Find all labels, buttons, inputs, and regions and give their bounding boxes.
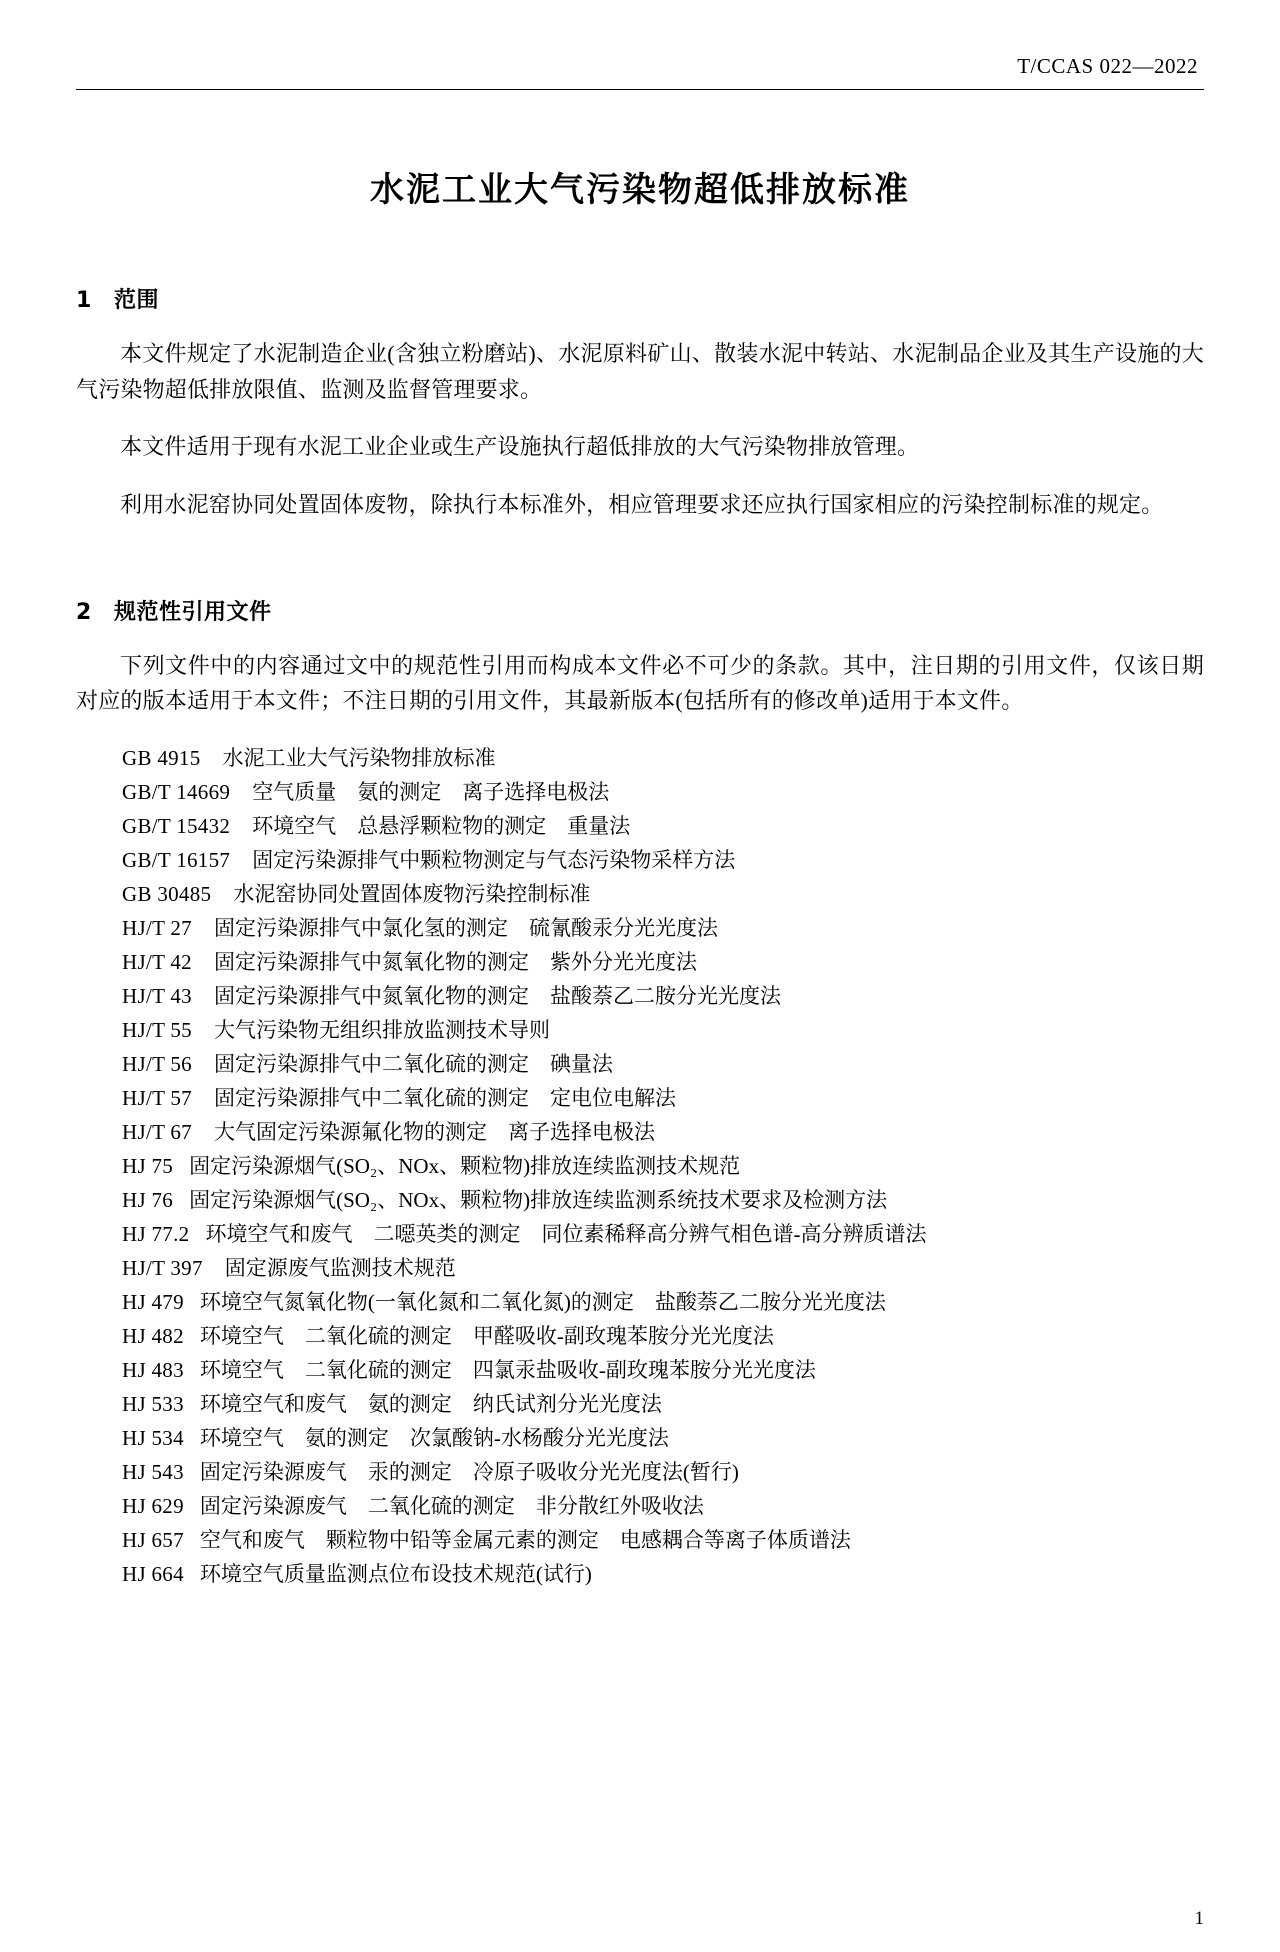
- list-item: [76, 1421, 1204, 1455]
- list-item: [76, 1183, 1204, 1217]
- list-item: [76, 1047, 1204, 1081]
- reference-code: HJ 76: [122, 1187, 174, 1212]
- reference-code: GB 30485: [122, 881, 212, 906]
- section-1-paragraph-2: 本文件适用于现有水泥工业企业或生产设施执行超低排放的大气污染物排放管理。: [120, 434, 920, 460]
- reference-code: HJ 75: [122, 1153, 174, 1178]
- reference-title: 固定污染源排气中氮氧化物的测定 盐酸萘乙二胺分光光度法: [213, 983, 781, 1008]
- reference-title: 固定污染源废气 汞的测定 冷原子吸收分光光度法(暂行): [199, 1460, 739, 1485]
- section-title-1: 范围: [114, 288, 160, 313]
- reference-title: 固定污染源排气中氮氧化物的测定 紫外分光光度法: [213, 949, 697, 974]
- reference-code: HJ 629: [122, 1494, 184, 1519]
- reference-code: HJ/T 397: [122, 1255, 203, 1280]
- list-item: [76, 1557, 1204, 1591]
- reference-code: HJ/T 27: [122, 915, 192, 940]
- section-1-paragraph-1: 本文件规定了水泥制造企业(含独立粉磨站)、水泥原料矿山、散装水泥中转站、水泥制品企业及其生产设施的大气污染物超低排放限值、监测及监督管理要求。: [76, 341, 1204, 402]
- reference-title: 大气污染物无组织排放监测技术导则: [213, 1017, 550, 1042]
- reference-title: 空气质量 氨的测定 离子选择电极法: [252, 779, 610, 804]
- list-item: [76, 843, 1204, 877]
- reference-title: 固定污染源排气中二氧化硫的测定 碘量法: [213, 1051, 613, 1076]
- page-header: [76, 54, 1204, 79]
- reference-title: 大气固定污染源氟化物的测定 离子选择电极法: [213, 1119, 655, 1144]
- list-item: [76, 1489, 1204, 1523]
- list-item: [76, 809, 1204, 843]
- section-heading-2: [76, 595, 1204, 626]
- list-item: [76, 1149, 1204, 1183]
- reference-code: HJ 482: [122, 1324, 184, 1349]
- list-item: [76, 1523, 1204, 1557]
- section-number-1: 1: [76, 288, 92, 313]
- section-1-paragraph-3: 利用水泥窑协同处置固体废物，除执行本标准外，相应管理要求还应执行国家相应的污染控制标准的规定。: [120, 491, 1164, 517]
- reference-title: 环境空气 二氧化硫的测定 甲醛吸收-副玫瑰苯胺分光光度法: [199, 1324, 774, 1349]
- reference-code: HJ 664: [122, 1562, 184, 1587]
- reference-title: 水泥工业大气污染物排放标准: [222, 745, 496, 770]
- reference-code: HJ 533: [122, 1392, 184, 1417]
- list-item: [76, 741, 1204, 775]
- section-title-2: 规范性引用文件: [114, 599, 272, 625]
- list-item: [76, 1285, 1204, 1319]
- list-item: [76, 1115, 1204, 1149]
- list-item: [76, 1387, 1204, 1421]
- reference-title: 固定污染源排气中颗粒物测定与气态污染物采样方法: [252, 847, 736, 872]
- header-divider: [76, 89, 1204, 90]
- reference-code: HJ/T 55: [122, 1017, 192, 1042]
- list-item: [76, 1013, 1204, 1047]
- reference-title: 固定污染源排气中氯化氢的测定 硫氰酸汞分光光度法: [213, 915, 718, 940]
- list-item: [76, 1353, 1204, 1387]
- page-number: 1: [1194, 1908, 1204, 1929]
- reference-code: HJ/T 57: [122, 1085, 192, 1110]
- reference-code: HJ/T 67: [122, 1119, 192, 1144]
- reference-code: HJ 77.2: [122, 1221, 190, 1246]
- list-item: [76, 1251, 1204, 1285]
- reference-title: 环境空气和废气 氨的测定 纳氏试剂分光光度法: [199, 1392, 662, 1417]
- reference-title: 固定污染源废气 二氧化硫的测定 非分散红外吸收法: [199, 1494, 704, 1519]
- reference-title: 环境空气质量监测点位布设技术规范(试行): [199, 1562, 592, 1587]
- list-item: [76, 1217, 1204, 1251]
- reference-title: 环境空气和废气 二噁英类的测定 同位素稀释高分辨气相色谱-高分辨质谱法: [205, 1221, 927, 1246]
- section-number-2: 2: [76, 599, 92, 625]
- reference-code: HJ 534: [122, 1426, 184, 1451]
- page-title: 水泥工业大气污染物超低排放标准: [370, 170, 910, 210]
- section-heading-1: [76, 283, 1204, 314]
- list-item: [76, 877, 1204, 911]
- reference-title: 固定污染源烟气(SO₂、NOx、颗粒物)排放连续监测技术规范: [189, 1153, 741, 1178]
- reference-title: 固定污染源烟气(SO₂、NOx、颗粒物)排放连续监测系统技术要求及检测方法: [189, 1187, 888, 1212]
- reference-title: 环境空气 总悬浮颗粒物的测定 重量法: [252, 813, 631, 838]
- reference-code: HJ 483: [122, 1358, 184, 1383]
- list-item: [76, 945, 1204, 979]
- reference-title: 环境空气氮氧化物(一氧化氮和二氧化氮)的测定 盐酸萘乙二胺分光光度法: [199, 1290, 886, 1314]
- reference-title: 固定源废气监测技术规范: [224, 1255, 456, 1280]
- reference-title: 环境空气 二氧化硫的测定 四氯汞盐吸收-副玫瑰苯胺分光光度法: [199, 1358, 816, 1383]
- reference-code: HJ/T 42: [122, 949, 192, 974]
- standard-code: T/CCAS 022—2022: [1017, 54, 1198, 78]
- list-item: [76, 979, 1204, 1013]
- reference-title: 固定污染源排气中二氧化硫的测定 定电位电解法: [213, 1085, 676, 1110]
- reference-code: HJ 657: [122, 1528, 184, 1553]
- reference-title: 水泥窑协同处置固体废物污染控制标准: [233, 881, 591, 906]
- list-item: [76, 1455, 1204, 1489]
- reference-code: HJ 479: [122, 1290, 184, 1314]
- reference-code: HJ/T 43: [122, 983, 192, 1008]
- reference-code: GB 4915: [122, 745, 201, 770]
- reference-title: 环境空气 氨的测定 次氯酸钠-水杨酸分光光度法: [199, 1426, 669, 1451]
- reference-code: HJ 543: [122, 1460, 184, 1485]
- reference-code: GB/T 14669: [122, 779, 231, 804]
- list-item: [76, 775, 1204, 809]
- reference-code: GB/T 15432: [122, 813, 231, 838]
- list-item: [76, 1081, 1204, 1115]
- reference-code: GB/T 16157: [122, 847, 231, 872]
- list-item: [76, 911, 1204, 945]
- list-item: [76, 1319, 1204, 1353]
- reference-code: HJ/T 56: [122, 1051, 192, 1076]
- normative-references-list: [76, 741, 1204, 1591]
- section-2-paragraph-1: 下列文件中的内容通过文中的规范性引用而构成本文件必不可少的条款。其中，注日期的引用文件，仅该日期对应的版本适用于本文件；不注日期的引用文件，其最新版本(包括所有的修改单)适用于本文件。: [76, 652, 1204, 714]
- reference-title: 空气和废气 颗粒物中铅等金属元素的测定 电感耦合等离子体质谱法: [199, 1528, 851, 1553]
